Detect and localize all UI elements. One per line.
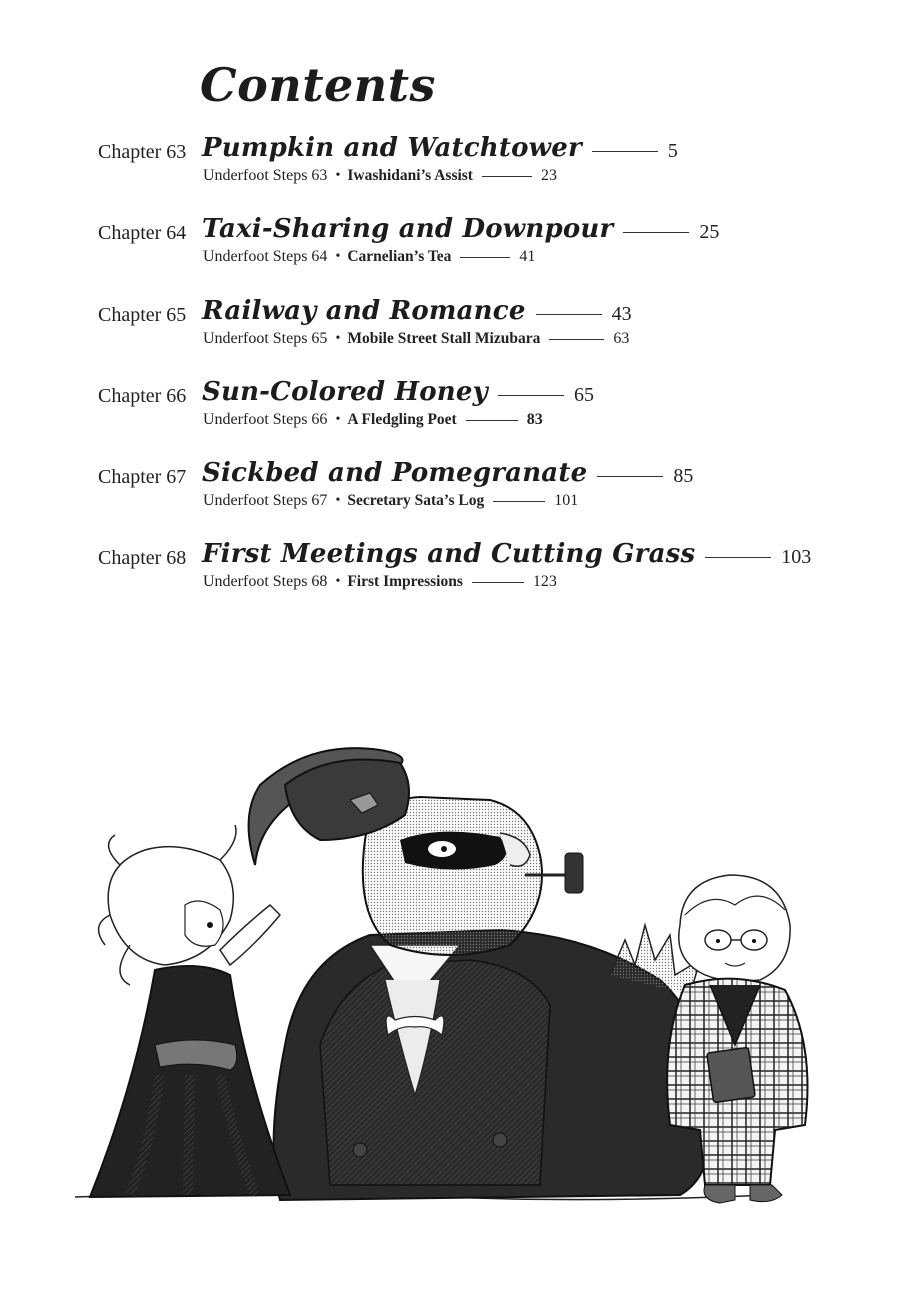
chapter-title[interactable]: Taxi-Sharing and Downpour [202, 214, 614, 244]
chapter-number: Chapter 64 [98, 222, 187, 244]
chapter-number: Chapter 68 [98, 547, 187, 569]
girl-character [90, 825, 290, 1197]
chapter-number: Chapter 63 [98, 141, 187, 163]
underfoot-steps-page: 83 [526, 411, 543, 428]
underfoot-steps-page: 23 [540, 167, 557, 184]
leader-line [482, 176, 532, 177]
chapter-page-number: 5 [667, 139, 678, 162]
underfoot-steps-label: Underfoot Steps 67 [203, 492, 328, 509]
underfoot-steps-page: 41 [519, 248, 536, 265]
underfoot-steps-title[interactable]: First Impressions [347, 573, 463, 590]
leader-line [498, 395, 564, 396]
leader-line [592, 151, 658, 152]
bullet-separator: • [335, 331, 341, 346]
underfoot-steps-page: 123 [532, 573, 557, 590]
bullet-separator: • [335, 574, 341, 589]
chapter-number: Chapter 66 [98, 385, 187, 407]
chapter-number: Chapter 65 [98, 304, 187, 326]
leader-line [460, 257, 510, 258]
chapter-page-number: 85 [673, 464, 694, 487]
leader-line [549, 339, 604, 340]
underfoot-steps-page: 63 [613, 330, 630, 347]
chapter-title[interactable]: Sun-Colored Honey [202, 377, 488, 407]
manga-characters-illustration-icon [70, 745, 830, 1210]
chapter-page-number: 43 [611, 302, 632, 325]
bullet-separator: • [335, 249, 341, 264]
chapter-page-number: 103 [781, 545, 812, 568]
underfoot-steps-label: Underfoot Steps 66 [203, 411, 328, 428]
underfoot-steps-title[interactable]: Secretary Sata’s Log [347, 492, 485, 509]
bullet-separator: • [335, 168, 341, 183]
underfoot-steps-page: 101 [554, 492, 579, 509]
underfoot-steps-title[interactable]: Iwashidani’s Assist [347, 167, 473, 184]
underfoot-steps-label: Underfoot Steps 65 [203, 330, 328, 347]
chapter-title[interactable]: Railway and Romance [202, 296, 526, 326]
underfoot-steps-title[interactable]: Carnelian’s Tea [347, 248, 452, 265]
chapter-number: Chapter 67 [98, 466, 187, 488]
underfoot-steps-title[interactable]: Mobile Street Stall Mizubara [347, 330, 541, 347]
chapter-title[interactable]: Sickbed and Pomegranate [202, 458, 588, 488]
chapter-title[interactable]: Pumpkin and Watchtower [202, 133, 582, 163]
bullet-separator: • [335, 493, 341, 508]
chapter-page-number: 65 [573, 383, 594, 406]
raccoon-character [274, 797, 711, 1200]
leader-line [472, 582, 524, 583]
leader-line [705, 557, 771, 558]
leader-line [536, 314, 602, 315]
underfoot-steps-title[interactable]: A Fledgling Poet [347, 411, 457, 428]
leader-line [493, 501, 545, 502]
underfoot-steps-label: Underfoot Steps 68 [203, 573, 328, 590]
underfoot-steps-label: Underfoot Steps 63 [203, 167, 328, 184]
bullet-separator: • [335, 412, 341, 427]
page-title: Contents [200, 58, 436, 112]
leader-line [466, 420, 518, 421]
chapter-page-number: 25 [699, 220, 720, 243]
underfoot-steps-label: Underfoot Steps 64 [203, 248, 328, 265]
chapter-title[interactable]: First Meetings and Cutting Grass [202, 539, 696, 569]
leader-line [623, 232, 689, 233]
leader-line [597, 476, 663, 477]
